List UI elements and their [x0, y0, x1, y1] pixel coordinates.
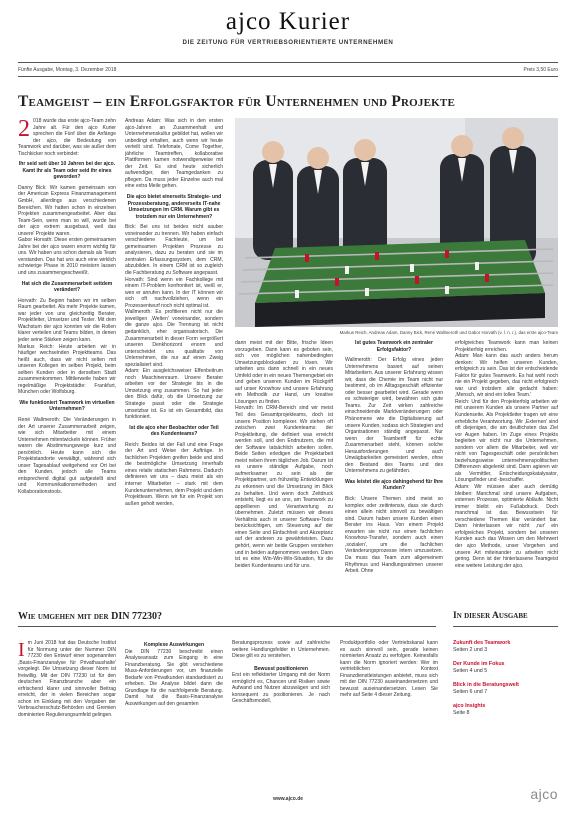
question: Ist gutes Teamwork ein zentraler Erfolgsfaktor?: [355, 340, 433, 353]
toc-title[interactable]: Blick in die Beratungswelt: [453, 682, 519, 688]
question: Wie funktioniert Teamwork im virtuellen Unternehmen?: [19, 399, 115, 413]
drop-cap: 2: [18, 118, 30, 142]
din-column-3: [232, 640, 330, 780]
paragraph: Bick: Unsere Themen sind meist so komplex oder zeitintensiv, dass sie durch einen allein nicht sinnvoll zu bewältigen sind. Darum haben unsere Kunden einen Berater ins Haus. Von einem Projekt erwarten sie nicht nur einen fachlichen Knowhow-Transfer, sondern auch einen ,sozialen', um die fachlichen Veränderungsprozesse intern umzusetzen. Da muss das Team zum allgemeinem Rhythmus und Handlungsrahmen unserer Arbeit. Ohne: [345, 496, 443, 575]
paragraph: m Juni 2018 hat das Deutsche Institut für Normung unter der Nummer DIN 77230 den Entwurf einer sogenannten ,Basis-Finanzanalyse für Privathaushalte' vorgelegt. Die Umsetzung dieser Norm ist freiwillig. Mit der DIN 77230 ist für den deutschen Finanzbranche aber ein erfrischend klarer und sinnvoller Beitrag erreicht, der in vielen Bereichen sogar schon im Einklang mit den Vorgaben der Verbraucherschutz-Behörden und Gremien dominierten Regulierungsumfeld gelingen.: [18, 640, 116, 719]
din-column-2: [125, 640, 223, 780]
team-photo-illustration: [235, 118, 558, 327]
corner-logo: ajco: [530, 786, 558, 802]
question: Hat sich die Zusammenarbeit seitdem verändert?: [21, 280, 113, 294]
issue-info: Fünfte Ausgabe, Montag, 3. Dezember 2018: [18, 67, 117, 73]
drop-cap: I: [18, 640, 25, 661]
toc-title[interactable]: ajco Insights: [453, 703, 486, 709]
din-rule: [18, 626, 436, 627]
toc-pages: Seiten 6 und 7: [453, 689, 488, 695]
team-photo: [235, 118, 558, 327]
din-headline: Wie umgehen mit der DIN 77230?: [18, 611, 162, 622]
article-column-3: [235, 340, 333, 601]
article-column-5: [455, 340, 558, 601]
paragraph: Horvath: Sind wenn ein Fachkollege mit einem IT-Problem konfrontiert ist, weiß er, wen er anrufen kann. In der IT können wir sich oft nachvollziehen, wenn ein Prozessentwurf noch nicht optimal ist.: [125, 276, 223, 309]
top-rule: [18, 62, 558, 63]
din-column-1: [18, 640, 116, 780]
question: Ihr seid seit über 10 Jahren bei der ajco. Kamt ihr als Team oder seid ihr eines geworden?: [18, 161, 116, 181]
tagline: DIE ZEITUNG FÜR VERTRIEBSORIENTIERTE UNTERNEHMEN: [182, 39, 394, 46]
masthead: [0, 8, 576, 46]
paragraph: Reich: Beides ist der Fall und eine Frage der Art und Weise der Aufträge. In fachlichen Projekten greifen beide und sind die bestmögliche Umsetzung innerhalb eines relativ statischen Rahmens. Dadurch definieren wir uns – dazu meist als ein interner Mitarbeiter – stark mit dem Kundenunternehmen, dem Projekt und dem Projektteam. Wenn wir für ein Projekt von außen geholt werden,: [125, 441, 223, 507]
paragraph: Gabor Horvath: Diese ersten gemeinsamen Jahre bei der ajco waren enorm wichtig für uns. Wir haben uns schon damals als Team verstanden. Das hat uns auch eine wirklich schwierige Phase in 2010 meistern lassen und uns zusammengeschweißt.: [18, 237, 116, 277]
din-column-4: [340, 640, 438, 780]
question: Die ajco bietet einerseits Strategie- und Prozessberatung, andererseits IT-nahe Umsetzungen im CRM. Warum gibt es trotzdem nur ein Unternehmen?: [126, 194, 222, 220]
paragraph: Wallmeroth: Der Erfolg eines jeden Unternehmens basiert auf seinen Mitarbeitern. Aus unserer Erfahrung wissen wir, dass die Chemie im Team nicht nur bestimmt, ob im Alltagsgeschäft effizienter oder besser gearbeitet wird. Gerade wenn es schwieriger wird, bewähren sich gute Teams. Zur Zeit wirken zahlreiche einschneidende Marktveränderungen oder Phänomene wie die Digitalisierung auf unsere Kunden, sodass sich Strategien und Organisationen ständig angepasst. Nur wenn der Teamberiff für echte Zusammenarbeit steht, können solche Herausforderungen und auch Unwägbarkeiten gemeistert werden, ohne den Bestand des Teams und des Unternehmens zu gefährden.: [345, 357, 443, 475]
question: Was leistet die ajco dahingehend für Ihre Kunden?: [345, 478, 443, 492]
paragraph: Erst ein reflektierter Umgang mit der Norm ermöglicht es, Chancen und Risiken sowie Aufwand und Nutzen abzuwägen und sich konsequent zu positionieren. Je nach Geschäftsmodell,: [232, 672, 330, 705]
photo-caption: Markus Reich, Andreas Adam, Danny Bick, René Wallmeroth und Gabor Horvath (v. l. n. r.), das erste ajco-Team: [339, 330, 558, 335]
toc-pages: Seiten 2 und 3: [453, 647, 488, 653]
intro-text: 018 wurde das erste ajco-Team zehn Jahre alt. Für den ajco Kurier sprechen die Fünf über die Anfänge der ajco, die Bedeutung von Teamwork und darüber, was sie außer dem Tischkicker noch verbindet:: [18, 118, 116, 157]
paragraph: Wallmeroth: Es profitieren nicht nur die jeweiligen ,Welten' voneinander, sondern die ganze ajco. Die Trennung ist nicht gedanklich, eher organisatorisch. Die Zusammenarbeit in dieser Form vergrößert unseren Denkhorizont enorm und unterscheidet uns qualitativ von Unternehmen, die nur auf einen Zweig spezialisiert sind.: [125, 309, 223, 368]
article-column-2: [125, 118, 223, 601]
paragraph: dann meist mit der Bitte, frische Ideen vorzugeben. Dann kann es geboten sein, sich von möglichen nahenbedingten Umsetzungsblockaden zu lösen. Wir arbeiten uns dann schnell in ein neues Umfeld oder in ein neues Themengebiet ein und geben unseren Kunden im Rückgriff auf unser Knowhow und unsere Erfahrung ein Methodik zur Hand, um kreative Lösungen zu finden.: [235, 340, 333, 405]
subheading: Bewusst positionieren: [254, 665, 308, 672]
paragraph: Produktportfolio oder Vertriebskanal kann es auch sinnvoll sein, gerade keinen normierten Ansatz zu verfolgen. Keinesfalls kann die Norm ignoriert werden: Wer im vertrieblichen Kontext Finanzdienstleistungen anbietet, muss sich mit der DIN 77230 auseinandersetzen und bewusst auseinandersetzen. Lesen Sie mehr auf Seite 4 dieser Zeitung.: [340, 640, 438, 699]
table-of-contents: [453, 640, 558, 724]
paragraph: erfolgreiches Teamwork kann man keinen Projekterfolg erreichen.: [455, 340, 558, 353]
article-column-4: [345, 340, 443, 601]
paragraph: Adam: Ein ausgleichsweiser Effenbeitrum noch Maschinenraum. Unsere Berater arbeiten vor der Strategie bis in die Umsetzung eng zusammen. So hat jeder den Blick dafür, ob die Umsetzung zur Strategie passt oder die Strategie umsetzbar ist. Es ist ein Gesamtbild, das funktioniert.: [125, 368, 223, 421]
paragraph: Andreas Adam: Was sich in den ersten ajco-Jahren an Zusammenhalt und Unternehmenskultur gebildet hat, wollen wir unbedingt erhalten, auch wenn wir heute verteilt sind. Telefonate, Come Together, jährliche Teamtreffen, kollaborative Plattformen kamen notwendigerweise mit der Zeit. Es sind heute sicherlich aufwendiger, den Teamgedanken zu pflegen. Da muss jeder Einzelne auch mal eine extra Meile gehen.: [125, 118, 223, 190]
toc-pages: Seite 8: [453, 710, 470, 716]
sidebar-headline: In dieser Ausgabe: [453, 611, 528, 621]
price: Preis 3,50 Euro: [523, 67, 558, 73]
article-column-1: [18, 118, 116, 601]
paragraph: Bick: Bei uns ist beides nicht sauber voneinander zu trennen. Wir haben einfach verschiedene Fachleute, um bei gemeinsamen Projekten Prozesse zu analysieren, dazu zu beraten und sie im zentralen Erfassungssystem, dem CRM, abzubilden. In einem CRM ist so zugleich die Fachberatung zu Software angepasst.: [125, 224, 223, 277]
paragraph: Adam: Wir müssen aber auch demütig bleiben: Manchmal sind unsere Aufgaben, externen Prozesse, optimierte Abläufe. Nicht immer bleibt ein Fußabdruck. Doch manchmal ist das Bewusstsein für verschiedene Themen klar verändert bar. Dann hinterlassen wir nicht ,nur' ein erfolgreiches Projekt, sondern bei unseren Kunden auch das Wissen um den Mehrwert der ajco Methode, unser Vorgehen und unsere Art miteinander zu arbeiten nicht gering. Denn ist der hinterlassene Teamgeist eine weitere Leistung der ajco.: [455, 484, 558, 569]
toc-title[interactable]: Der Kunde im Fokus: [453, 661, 505, 667]
paragraph: Danny Bick: Wir kamen gemeinsam von der American Express Finanzmanagement GmbH, allerdings aus verschiedenen Bereichen. Wir hatten schon in einzelnen Projekten zusammengearbeitet. Aber das Team-Sein, wenn man so will, wurde bei der ajco extrem ausgebaut, weil das unsere' Projekte waren.: [18, 184, 116, 237]
paragraph: Markus Reich: Heute arbeiten wir in häufiger wechselnden Projektteams. Das heißt auch, dass wir nicht selten mit unseren Kollegen im selben Projekt, beim selben Kunden oder in derselben Stadt zusammenkommen. Mittlerweile haben wir regelmäßige Projektstädte: Frankfurt, München oder Wolfsburg.: [18, 343, 116, 396]
paragraph: Horvath: Im CRM-Bereich sind wir meist Teil des Gesamtprojekteams, doch ist unsere Position komplexer. Wir stehen oft zwischen zwei Kundenteams: der Projektleitung, die definiert was erreicht werden soll, und den Endnutzern, die mit der Software tatsächlich arbeiten sollen. Beide Seiten erledigen die Projektarbeit meist neben ihrem täglichen Job. Darum ist es unsere ständige Aufgabe, noch aufmerksamer zu sein als der Projektpartner, um frühzeitig Entwicklungen zu erkennen und die Umsetzung im Blick zu behalten. Und wenn doch Zeitdruck entsteht, liegt es an uns, am Teamwork zu appellieren und Verantwortung zu übernehmen. Zuletzt müssen wir dieses Verhältnis auch in unserer Software-Tools berücksichtigen, um Steuerung auf der einen Seite und Einfachheit und Akzeptanz auf der anderen zu gewährleisten. Dazu gehört, wenn wir beide Gruppen verstehen und in beiden aufgenommen werden. Dann ist es eine Win-Win-Win-Situation, für die beiden Kundenteams und für uns.: [235, 405, 333, 569]
question: Ist die ajco eher Beobachter oder Teil des Kundenteams?: [129, 424, 219, 438]
paragraph: Beratungsprozess sowie auf zahlreiche weitere Handlungsfelder in Unternehmen. Diese gilt es zu verstehen.: [232, 640, 330, 660]
sidebar-rule: [453, 626, 558, 627]
main-headline: Teamgeist – ein Erfolgsfaktor für Unternehmen und Projekte: [18, 93, 456, 110]
info-rule: [18, 76, 558, 77]
paragraph: Horvath: Zu Beginn haben wir im selben Raum gearbeitet. Als mehr Projekte kamen, war jeder von uns gleichzeitig Berater, Projektleiter, Umsetzer und Tester. Mit dem Wachstum der ajco konnten wir die Rollen klarer verteilen und Teams bilden, in denen jeder seine Stärken zeigen kann.: [18, 297, 116, 343]
paragraph: René Wallmeroth: Die Veränderungen in der Art unserer Zusammenarbeit zeigen, wie sich Mitarbeiter mit einem Unternehmen mitentwickeln können. Früher waren die Abstimmungswege kurz und persönlich. Heute kann sich die Projektstandorte verwältigt, während sich unser Tagesablauf weitgehend vor Ort bei den Kunden, jedoch alle Teams entsprechend digital gut aufgestellt sind und Kommunikationsmethoden und Kollaborationstools.: [18, 416, 116, 495]
subheading: Komplexe Auswirkungen: [143, 642, 205, 648]
footer-url[interactable]: www.ajco.de: [272, 796, 304, 802]
paragraph: Die DIN 77230 beschreibt einen Analyseansatz zum Eingang in eine Finanzberatung. Sie gibt verschiedene Muss-Anforderungen vor, um finanzielle Bedarfe von Privatkunden standardisiert zu erheben. Die Analyse bildet dann die Grundlage für die nachfolgende Beratung. Damit hat die Basis-Finanzanalyse Auswirkungen auf den gesamten: [125, 648, 223, 707]
newspaper-logo: ajco Kurier: [225, 8, 351, 35]
paragraph: Adam: Man kann das auch anders herum denken: Wir helfen unseren Kunden, erfolgreich zu sein. Das ist der entscheidende Faktor für gutes Teamwork. Es hat wohl noch nie ein Projekt gegeben, das nicht erfolgreich war und trotzdem alle gedacht haben: ,Mensch, wir sind ein tolles Team.': [455, 353, 558, 399]
toc-title[interactable]: Zukunft des Teamwork: [453, 640, 511, 646]
paragraph: Reich: Und für den Projekterfolg arbeiten wir mit unserem Kunden als unsere Partner auf Kundenseite. Als Projektleiter tragen wir eine erhebliche Verantwortung. Wir ,Externen' sind oft diejenigen, die am deutlichsten das Ziel vor Augen haben. Im Zuge eines Projekts begleiten wir nicht nur die Unternehmen, sondern vor allem die Mitarbeiter, weil wir nicht von Tagesgeschäft oder persönlichen beziehungsweise unternehmenspolitischen Differenzen abgelenkt sind. Dann agieren wir als Vermittler, Entscheidungskatalysator, Lösungsfinder und -beschaffer.: [455, 398, 558, 484]
toc-pages: Seiten 4 und 5: [453, 668, 488, 674]
